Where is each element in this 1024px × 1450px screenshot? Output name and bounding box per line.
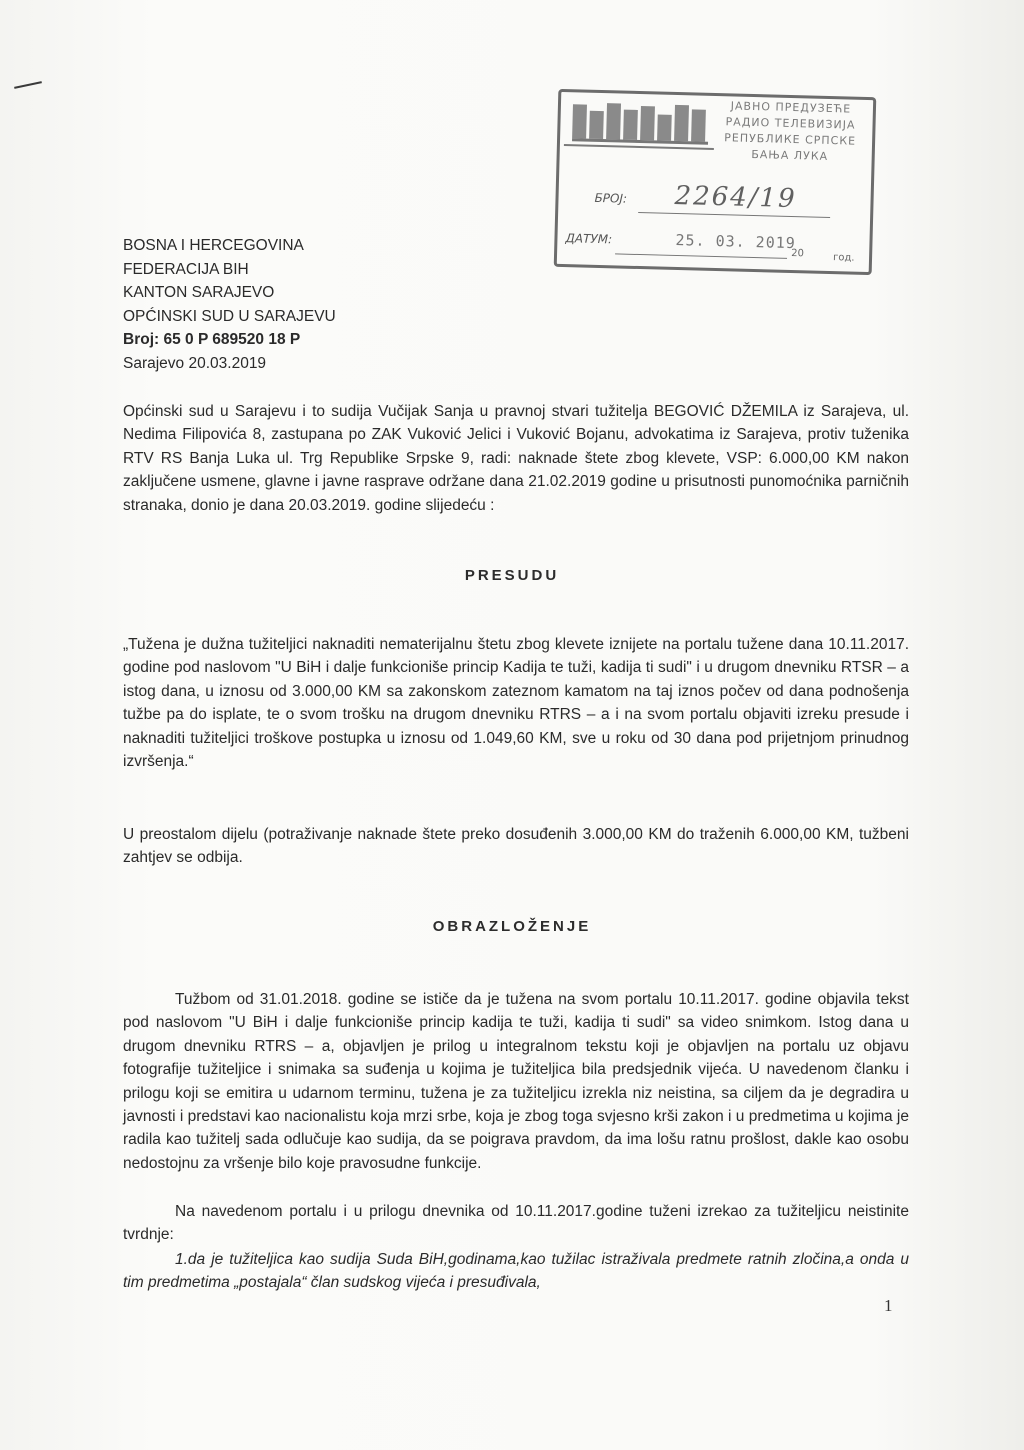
- stamp-org-line: ЈАВНО ПРЕДУЗЕЋЕ: [730, 99, 852, 116]
- reasoning-item-1: 1.da je tužiteljica kao sudija Suda BiH,godinama,kao tužilac istraživala predmete ratnih zločina,a onda u tim predmetima „postajala“ član sudskog vijeća i presuđivala,: [123, 1251, 909, 1292]
- stamp-date-line: [615, 253, 787, 259]
- stamp-date-label: ДАТУМ:: [565, 231, 613, 247]
- stamp-logo: [572, 98, 709, 145]
- stamp-date-year-label: год.: [832, 252, 855, 264]
- received-stamp: [554, 89, 877, 275]
- stamp-organization: [710, 98, 872, 166]
- remainder-paragraph: U preostalom dijelu (potraživanje naknade štete preko dosuđenih 3.000,00 KM do traženih 6.000,00 KM, tužbeni zahtjev se odbija.: [123, 826, 909, 867]
- verdict-paragraph: „Tužena je dužna tužiteljici naknaditi nematerijalnu štetu zbog klevete iznijete na portalu tužene dana 10.11.2017. godine pod naslovom "U BiH i dalje funkcioniše princip Kadija te tuži, kadija ti sudi" i u drugom dnevniku RTSR – a istog dana, u iznosu od 3.000,00 KM sa zakonskom zateznom kamatom na taj iznos počev od dana podnošenja tužbe pa do isplate, te o svom trošku na drugom dnevniku RTRS – a i na svom portalu objaviti izreku presude i naknaditi tužiteljici troškove postupka u iznosu od 1.049,60 KM, sve u roku od 30 dana pod prijetnjom prinudnog izvršenja.“: [123, 636, 909, 771]
- intro-paragraph: Općinski sud u Sarajevu i to sudija Vučijak Sanja u pravnoj stvari tužitelja BEGOVIĆ DŽEMILA iz Sarajeva, ul. Nedima Filipovića 8, zastupana po ZAK Vuković Jelici i Vuković Bojanu, advokatima iz Sarajeva, protiv tuženika RTV RS Banja Luka ul. Trg Republike Srpske 9, radi: naknade štete zbog klevete, VSP: 6.000,00 KM nakon zaključene usmene, glavne i javne rasprave održane dana 21.02.2019 godine u prisutnosti punomoćnika parničnih stranaka, donio je dana 20.03.2019. godine slijedeću :: [123, 403, 909, 514]
- stamp-org-line: РЕПУБЛИКЕ СРПСКЕ: [724, 131, 857, 148]
- heading-obrazlozenje: OBRAZLOŽENJE: [432, 918, 592, 935]
- stamp-number-line: [638, 212, 830, 218]
- header-entity: FEDERACIJA BIH: [123, 260, 249, 278]
- edge-mark: [14, 81, 42, 89]
- stamp-number-value: 2264/19: [674, 180, 797, 215]
- stamp-number-label: БРОЈ:: [594, 190, 628, 206]
- stamp-rule: [564, 144, 714, 150]
- stamp-date-value: 25. 03. 2019: [675, 230, 797, 253]
- page-number: 1: [884, 1296, 893, 1315]
- case-number: Broj: 65 0 P 689520 18 P: [123, 331, 301, 348]
- stamp-org-line: БАЊА ЛУКА: [751, 147, 829, 163]
- reasoning-paragraph-2: Na navedenom portalu i u prilogu dnevnika od 10.11.2017.godine tuženi izrekao za tužiteljicu neistinite tvrdnje:: [123, 1203, 909, 1244]
- header-canton: KANTON SARAJEVO: [123, 284, 275, 301]
- reasoning-paragraph-1: Tužbom od 31.01.2018. godine se ističe da je tužena na svom portalu 10.11.2017. godine objavila tekst pod naslovom "U BiH i dalje funkcioniše princip kadija te tuži, kadija ti sudi" sa video snimkom. Istog dana u drugom dnevniku RTRS – a, objavljen je prilog u integralnom tekstu koji je objavljen na portalu uz objavu fotografije tužiteljice i snimaka sa suđenja u kojima je tužiteljica bila predsjednik vijeća. U navedenom članku i prilogu koji se emitira u udarnom terminu, tužena je za tužiteljicu izrekla niz neistina, sa ciljem da je degradira u javnosti i predstavi kao nacionalistu koja mrzi srbe, koja je zbog toga svjesno krši zakon i u predmetima u kojima je radila kao tužitelj sada odlučuje kao sudija, da se poigrava pravdom, da ima lošu ratnu prošlost, dakle kao osobu nedostojnu za vršenje bilo koje pravosudne funkcije.: [123, 991, 909, 1172]
- heading-presudu: PRESUDU: [464, 567, 560, 584]
- header-court: OPĆINSKI SUD U SARAJEVU: [123, 307, 336, 325]
- court-header: [123, 234, 336, 375]
- stamp-date-suffix: 20: [791, 248, 805, 260]
- stamp-org-line: РАДИО ТЕЛЕВИЗИЈА: [725, 115, 856, 132]
- header-country: BOSNA I HERCEGOVINA: [123, 237, 304, 254]
- place-date: Sarajevo 20.03.2019: [123, 354, 267, 372]
